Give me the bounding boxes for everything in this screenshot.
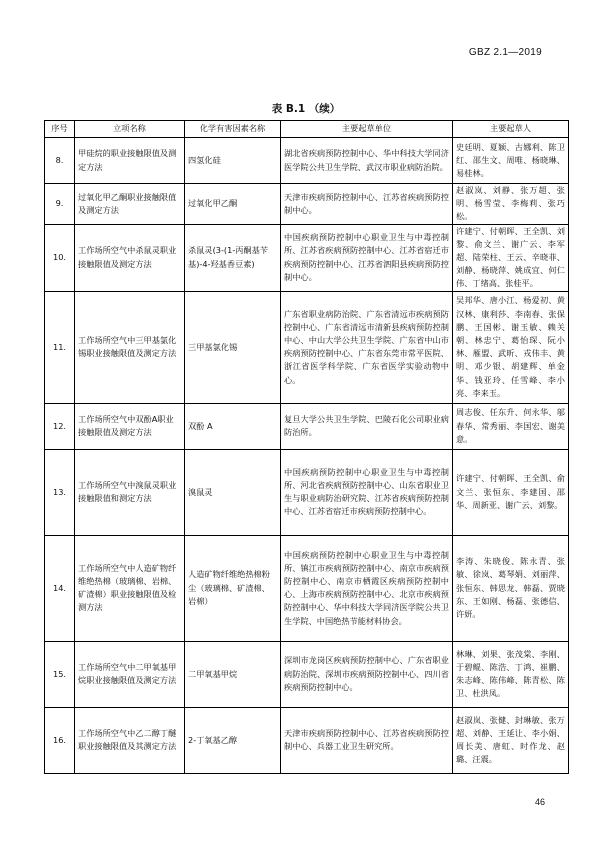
drafting-units-table xyxy=(44,120,569,774)
table-row xyxy=(45,641,569,707)
column-header-units: 主要起草单位 xyxy=(281,121,453,138)
project-name: 甲硅烷的职业接触限值及测定方法 xyxy=(75,138,185,184)
table-row xyxy=(45,403,569,449)
table-row xyxy=(45,184,569,225)
table-header-row xyxy=(45,121,569,138)
substance-name: 双酚 A xyxy=(185,403,281,449)
drafting-units: 深圳市龙岗区疾病预防控制中心、广东省职业病防治院、深圳市疾病预防控制中心、四川省疾病预防控制中心。 xyxy=(281,641,453,707)
drafting-people: 许建宁、付朝晖、王全凯、刘黎、俞文兰、谢广云、李军超、陆荣柱、王云、辛晓菲、刘静、杨晓萍、姚成宜、何仁伟、丁绪高、张桂平。 xyxy=(453,224,569,291)
table-row xyxy=(45,224,569,291)
project-name: 工作场所空气中人造矿物纤维绝热棉（玻璃棉、岩棉、矿渣棉）职业接触限值及检测方法 xyxy=(75,535,185,641)
drafting-people: 周志俊、任东升、何永华、邬春华、常秀丽、李国宏、谢美意。 xyxy=(453,403,569,449)
column-header-project: 立项名称 xyxy=(75,121,185,138)
drafting-units: 广东省职业病防治院、广东省清远市疾病预防控制中心、广东省清远市清新县疾病预防控制中心、中山大学公共卫生学院、广东省中山市疾病预防控制中心、广东省东莞市常平医院、浙江省医学科学院、广东省医学实验动物中心。 xyxy=(281,291,453,403)
drafting-people: 赵淑岚、刘静、张万超、张明、杨雪莹、李梅莉、张巧松。 xyxy=(453,184,569,225)
drafting-people: 李涛、朱晓俊、陈永青、张敏、徐岚、葛琴娟、刘丽萍、张恒东、韩思龙、韩磊、贾晓东、王如刚、杨磊、张德信、许妍。 xyxy=(453,535,569,641)
substance-name: 溴鼠灵 xyxy=(185,449,281,535)
project-name: 工作场所空气中乙二醇丁醚职业接触限值及其测定方法 xyxy=(75,707,185,773)
drafting-people: 许建宁、付朝晖、王全凯、俞文兰、张恒东、李建国、邵华、周新亚、谢广云、刘黎。 xyxy=(453,449,569,535)
drafting-units: 复旦大学公共卫生学院、巴陵石化公司职业病防治所。 xyxy=(281,403,453,449)
project-name: 工作场所空气中二甲氧基甲烷职业接触限值及测定方法 xyxy=(75,641,185,707)
row-number: 8. xyxy=(45,138,75,184)
row-number: 9. xyxy=(45,184,75,225)
drafting-units: 天津市疾病预防控制中心、江苏省疾病预防控制中心。 xyxy=(281,184,453,225)
standard-code: GBZ 2.1—2019 xyxy=(468,47,542,58)
row-number: 15. xyxy=(45,641,75,707)
project-name: 工作场所空气中杀鼠灵职业接触限值及测定方法 xyxy=(75,224,185,291)
column-header-seq: 序号 xyxy=(45,121,75,138)
table-row xyxy=(45,449,569,535)
row-number: 11. xyxy=(45,291,75,403)
drafting-units: 中国疾病预防控制中心职业卫生与中毒控制所、镇江市疾病预防控制中心、南京市疾病预防控制中心、南京市栖霞区疾病预防控制中心、上海市疾病预防控制中心、北京市疾病预防控制中心、华中科技大学同济医学院公共卫生学院、中国绝热节能材料协会。 xyxy=(281,535,453,641)
table-row xyxy=(45,707,569,773)
row-number: 10. xyxy=(45,224,75,291)
column-header-people: 主要起草人 xyxy=(453,121,569,138)
table-title: 表 B.1 （续） xyxy=(271,103,341,115)
row-number: 16. xyxy=(45,707,75,773)
substance-name: 人造矿物纤维绝热棉粉尘（玻璃棉、矿渣棉、岩棉） xyxy=(185,535,281,641)
drafting-units: 中国疾病预防控制中心职业卫生与中毒控制所、河北省疾病预防控制中心、山东省职业卫生与职业病防治研究院、江苏省疾病预防控制中心、江苏省宿迁市疾病预防控制中心。 xyxy=(281,449,453,535)
substance-name: 三甲基氯化锡 xyxy=(185,291,281,403)
drafting-people: 赵淑岚、张健、封琳敏、张万超、刘静、王延让、李小娟、周长美、唐虹、时作龙、赵璐、汪震。 xyxy=(453,707,569,773)
project-name: 工作场所空气中三甲基氯化锡职业接触限值及测定方法 xyxy=(75,291,185,403)
column-header-substance: 化学有害因素名称 xyxy=(185,121,281,138)
project-name: 工作场所空气中溴鼠灵职业接触限值和测定方法 xyxy=(75,449,185,535)
project-name: 工作场所空气中双酚A职业接触限值及测定方法 xyxy=(75,403,185,449)
substance-name: 四氢化硅 xyxy=(185,138,281,184)
row-number: 14. xyxy=(45,535,75,641)
substance-name: 2-丁氧基乙醇 xyxy=(185,707,281,773)
drafting-units: 中国疾病预防控制中心职业卫生与中毒控制所、江苏省疾病预防控制中心、江苏省宿迁市疾病预防控制中心、江苏省泗阳县疾病预防控制中心。 xyxy=(281,224,453,291)
substance-name: 杀鼠灵(3-(1-丙酮基苄基)-4-羟基香豆素) xyxy=(185,224,281,291)
substance-name: 过氧化甲乙酮 xyxy=(185,184,281,225)
drafting-units: 天津市疾病预防控制中心、江苏省疾病预防控制中心、兵器工业卫生研究所。 xyxy=(281,707,453,773)
table-row xyxy=(45,138,569,184)
page-number: 46 xyxy=(534,797,545,807)
drafting-units: 湖北省疾病预防控制中心、华中科技大学同济医学院公共卫生学院、武汉市职业病防治院。 xyxy=(281,138,453,184)
row-number: 13. xyxy=(45,449,75,535)
drafting-people: 林琳、刘果、张茂棠、李刚、于碧鲲、陈浩、丁鸿、崔鹏、朱志峰、陈伟峰、陈青松、陈卫、杜洪凤。 xyxy=(453,641,569,707)
drafting-people: 史廷明、夏颖、古娜利、陈卫红、邵生文、周唯、杨晓琳、易桂林。 xyxy=(453,138,569,184)
drafting-people: 吴邦华、唐小江、杨爱初、黄汉林、康利莎、李南春、张保鹏、王国彬、谢玉敏、赖关朝、林忠宁、葛怡琛、阮小林、雁盟、武昕、戎伟丰、黄明、邓少银、胡建辉、单金华、钱亚玲、任雪峰、李小亮、李来玉。 xyxy=(453,291,569,403)
project-name: 过氧化甲乙酮职业接触限值及测定方法 xyxy=(75,184,185,225)
table-row xyxy=(45,291,569,403)
row-number: 12. xyxy=(45,403,75,449)
substance-name: 二甲氧基甲烷 xyxy=(185,641,281,707)
table-row xyxy=(45,535,569,641)
